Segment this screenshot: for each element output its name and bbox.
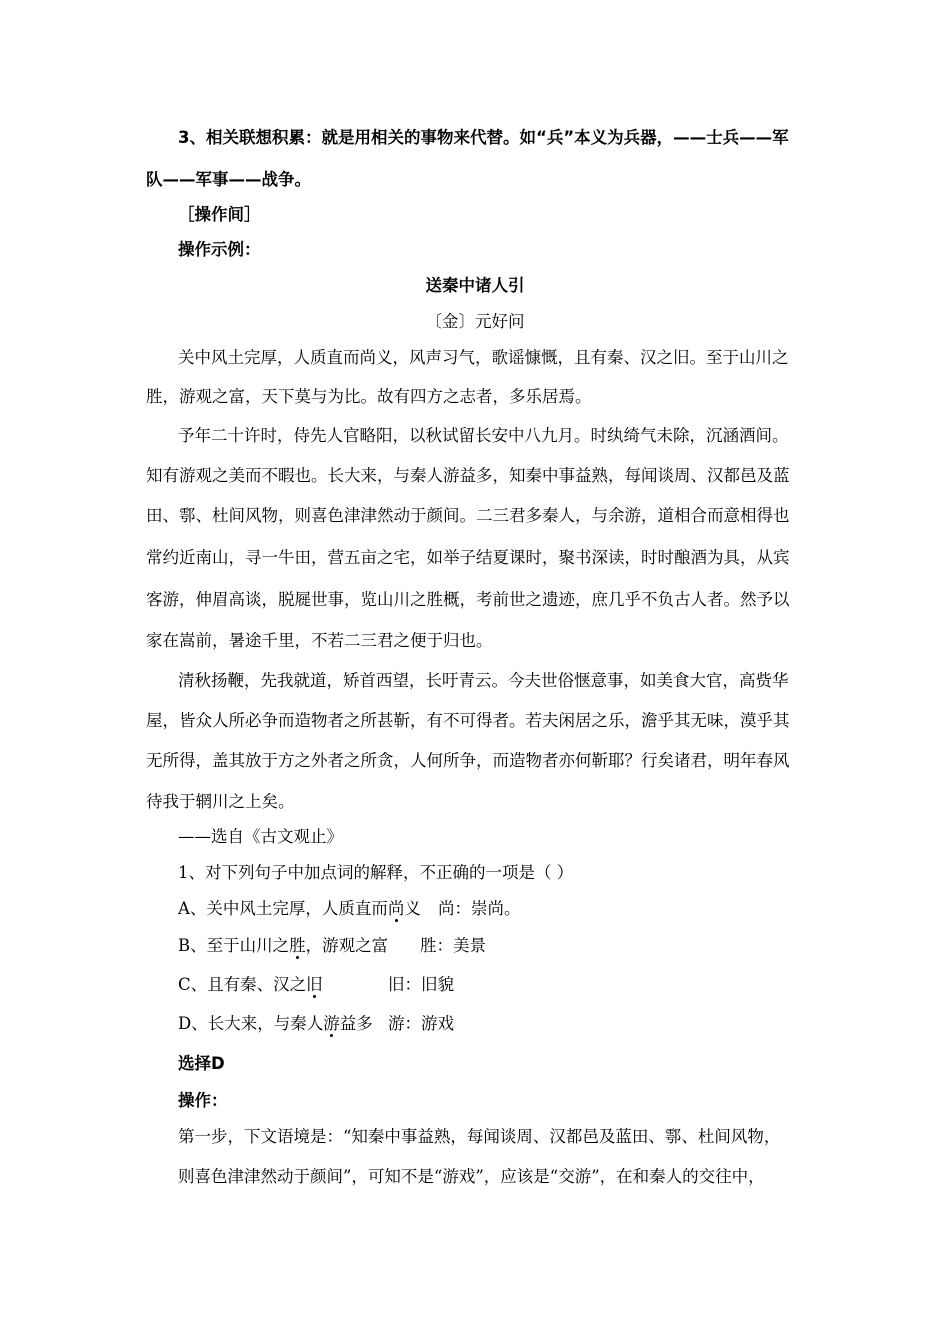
question-stem: 1、对下列句子中加点词的解释，不正确的一项是（ ） bbox=[178, 863, 574, 882]
option-b-gloss: 胜：美景 bbox=[420, 936, 486, 955]
paragraph-line: 知有游观之美而不暇也。长大来，与秦人游益多，知秦中事益熟，每闻谈周、汉都邑及蓝 bbox=[146, 466, 790, 485]
poem-source: ——选自《古文观止》 bbox=[178, 827, 343, 846]
section-label: ［操作间］ bbox=[178, 205, 261, 224]
paragraph-line: 家在嵩前，暑途千里，不若二三君之便于归也。 bbox=[146, 631, 493, 650]
option-text: 益多 bbox=[339, 1014, 373, 1033]
option-c bbox=[178, 974, 323, 996]
dotted-word: 旧 bbox=[306, 975, 323, 994]
explanation-line: 则喜色津津然动于颜间”，可知不是“游戏”，应该是“交游”，在和秦人的交往中， bbox=[178, 1167, 765, 1186]
paragraph-line: 无所得，盖其放于方之外者之所贪，人何所争，而造物者亦何靳耶？行矣诸君，明年春风 bbox=[146, 751, 790, 770]
option-c-gloss: 旧：旧貌 bbox=[388, 975, 454, 994]
paragraph-line: 待我于辋川之上矣。 bbox=[146, 792, 295, 811]
example-label: 操作示例： bbox=[178, 240, 261, 259]
option-text: D、长大来，与秦人 bbox=[178, 1014, 324, 1033]
option-a bbox=[178, 898, 421, 920]
poem-title: 送秦中诸人引 bbox=[425, 276, 525, 295]
option-text: A、关中风土完厚，人质直而 bbox=[178, 899, 388, 918]
option-text: B、至于山川之 bbox=[178, 936, 290, 955]
dotted-word: 游 bbox=[323, 1014, 340, 1033]
paragraph-line: 胜，游观之富，天下莫与为比。故有四方之志者，多乐居焉。 bbox=[146, 387, 592, 406]
option-d bbox=[178, 1013, 373, 1035]
answer: 选择D bbox=[178, 1054, 225, 1073]
intro-line-1: 3、相关联想积累：就是用相关的事物来代替。如“兵”本义为兵器，——士兵——军 bbox=[178, 128, 789, 147]
explanation-line: 第一步，下文语境是：“知秦中事益熟，每闻谈周、汉都邑及蓝田、鄠、杜间风物， bbox=[178, 1127, 781, 1146]
paragraph-line: 田、鄠、杜间风物，则喜色津津然动于颜间。二三君多秦人，与余游，道相合而意相得也 bbox=[146, 506, 790, 525]
paragraph-line: 清秋扬鞭，先我就道，矫首西望，长吁青云。今夫世俗惬意事，如美食大官，高赀华 bbox=[178, 671, 789, 690]
option-text: ，游观之富 bbox=[305, 936, 389, 955]
option-a-gloss: 尚：崇尚。 bbox=[438, 899, 521, 918]
option-text: 义 bbox=[404, 899, 421, 918]
paragraph-line: 予年二十许时，侍先人官略阳，以秋试留长安中八九月。时纨绮气未除，沉涵酒间。 bbox=[178, 426, 789, 445]
option-d-gloss: 游：游戏 bbox=[388, 1014, 454, 1033]
paragraph-line: 关中风土完厚，人质直而尚义，风声习气，歌谣慷慨，且有秦、汉之旧。至于山川之 bbox=[178, 348, 789, 367]
option-b bbox=[178, 935, 388, 957]
dotted-word: 尚 bbox=[387, 899, 405, 918]
paragraph-line: 常约近南山，寻一牛田，营五亩之宅，如举子结夏课时，聚书深读，时时酿酒为具，从宾 bbox=[146, 548, 790, 567]
paragraph-line: 客游，伸眉高谈，脱屣世事，览山川之胜概，考前世之遗迹，庶几乎不负古人者。然予以 bbox=[146, 590, 790, 609]
intro-line-2: 队——军事——战争。 bbox=[146, 170, 311, 189]
option-text: C、且有秦、汉之 bbox=[178, 975, 307, 994]
poem-author: 〔金〕元好问 bbox=[425, 312, 525, 331]
paragraph-line: 屋，皆众人所必争而造物者之所甚靳，有不可得者。若夫闲居之乐，澹乎其无味，漠乎其 bbox=[146, 711, 790, 730]
dotted-word: 胜 bbox=[289, 936, 306, 955]
operation-label: 操作： bbox=[178, 1091, 228, 1110]
